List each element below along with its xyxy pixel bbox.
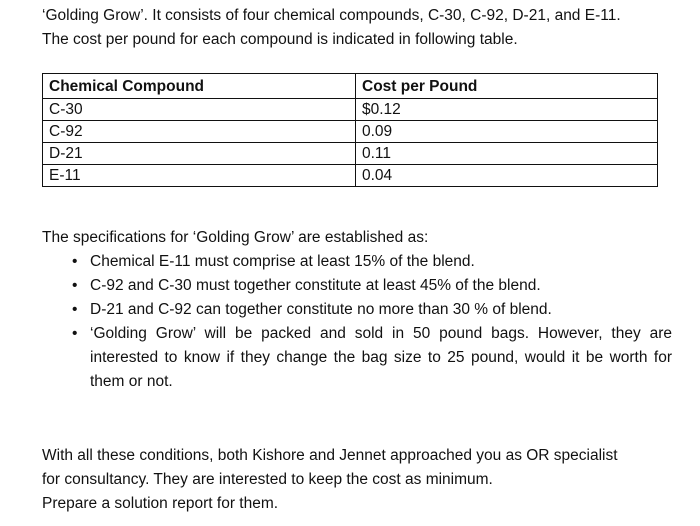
- table-cell-cost: 0.11: [356, 143, 658, 165]
- intro-paragraph: [42, 4, 682, 52]
- intro-line-2: The cost per pound for each compound is indicated in following table.: [42, 31, 518, 48]
- table-header-row: [43, 74, 658, 99]
- table-cell-compound: E-11: [43, 165, 356, 187]
- table-cell-compound: D-21: [43, 143, 356, 165]
- list-item: [66, 322, 672, 394]
- list-item-text: ‘Golding Grow’ will be packed and sold in 50 pound bags. However, they are interested to know if they change the bag size to 25 pound, would it be worth for them or not.: [90, 325, 672, 390]
- header-cost-per-pound: Cost per Pound: [356, 74, 658, 99]
- header-chemical-compound: Chemical Compound: [43, 74, 356, 99]
- bullet-icon: •: [72, 301, 78, 318]
- cost-per-pound-table: [42, 73, 658, 187]
- table-cell-compound: C-30: [43, 99, 356, 121]
- list-item-text: C-92 and C-30 must together constitute at least 45% of the blend.: [90, 277, 541, 294]
- table-row: [43, 143, 658, 165]
- table-row: [43, 99, 658, 121]
- specifications-section: [42, 226, 672, 394]
- table-cell-compound: C-92: [43, 121, 356, 143]
- list-item-text: Chemical E-11 must comprise at least 15% of the blend.: [90, 253, 475, 270]
- list-item: [66, 250, 672, 274]
- bullet-icon: •: [72, 325, 78, 342]
- closing-line-2: for consultancy. They are interested to keep the cost as minimum.: [42, 471, 493, 488]
- list-item: [66, 298, 672, 322]
- closing-paragraph: [42, 444, 672, 516]
- specifications-heading: The specifications for ‘Golding Grow’ are established as:: [42, 229, 429, 246]
- list-item: [66, 274, 672, 298]
- closing-line-1: With all these conditions, both Kishore and Jennet approached you as OR specialist: [42, 447, 618, 464]
- table-cell-cost: 0.04: [356, 165, 658, 187]
- table-row: [43, 121, 658, 143]
- bullet-icon: •: [72, 253, 78, 270]
- bullet-icon: •: [72, 277, 78, 294]
- closing-line-3: Prepare a solution report for them.: [42, 495, 279, 512]
- table-cell-cost: 0.09: [356, 121, 658, 143]
- table-cell-cost: $0.12: [356, 99, 658, 121]
- table-row: [43, 165, 658, 187]
- list-item-text: D-21 and C-92 can together constitute no more than 30 % of blend.: [90, 301, 552, 318]
- specifications-list: [42, 250, 672, 394]
- intro-line-1: ‘Golding Grow’. It consists of four chemical compounds, C-30, C-92, D-21, and E-11.: [42, 7, 621, 24]
